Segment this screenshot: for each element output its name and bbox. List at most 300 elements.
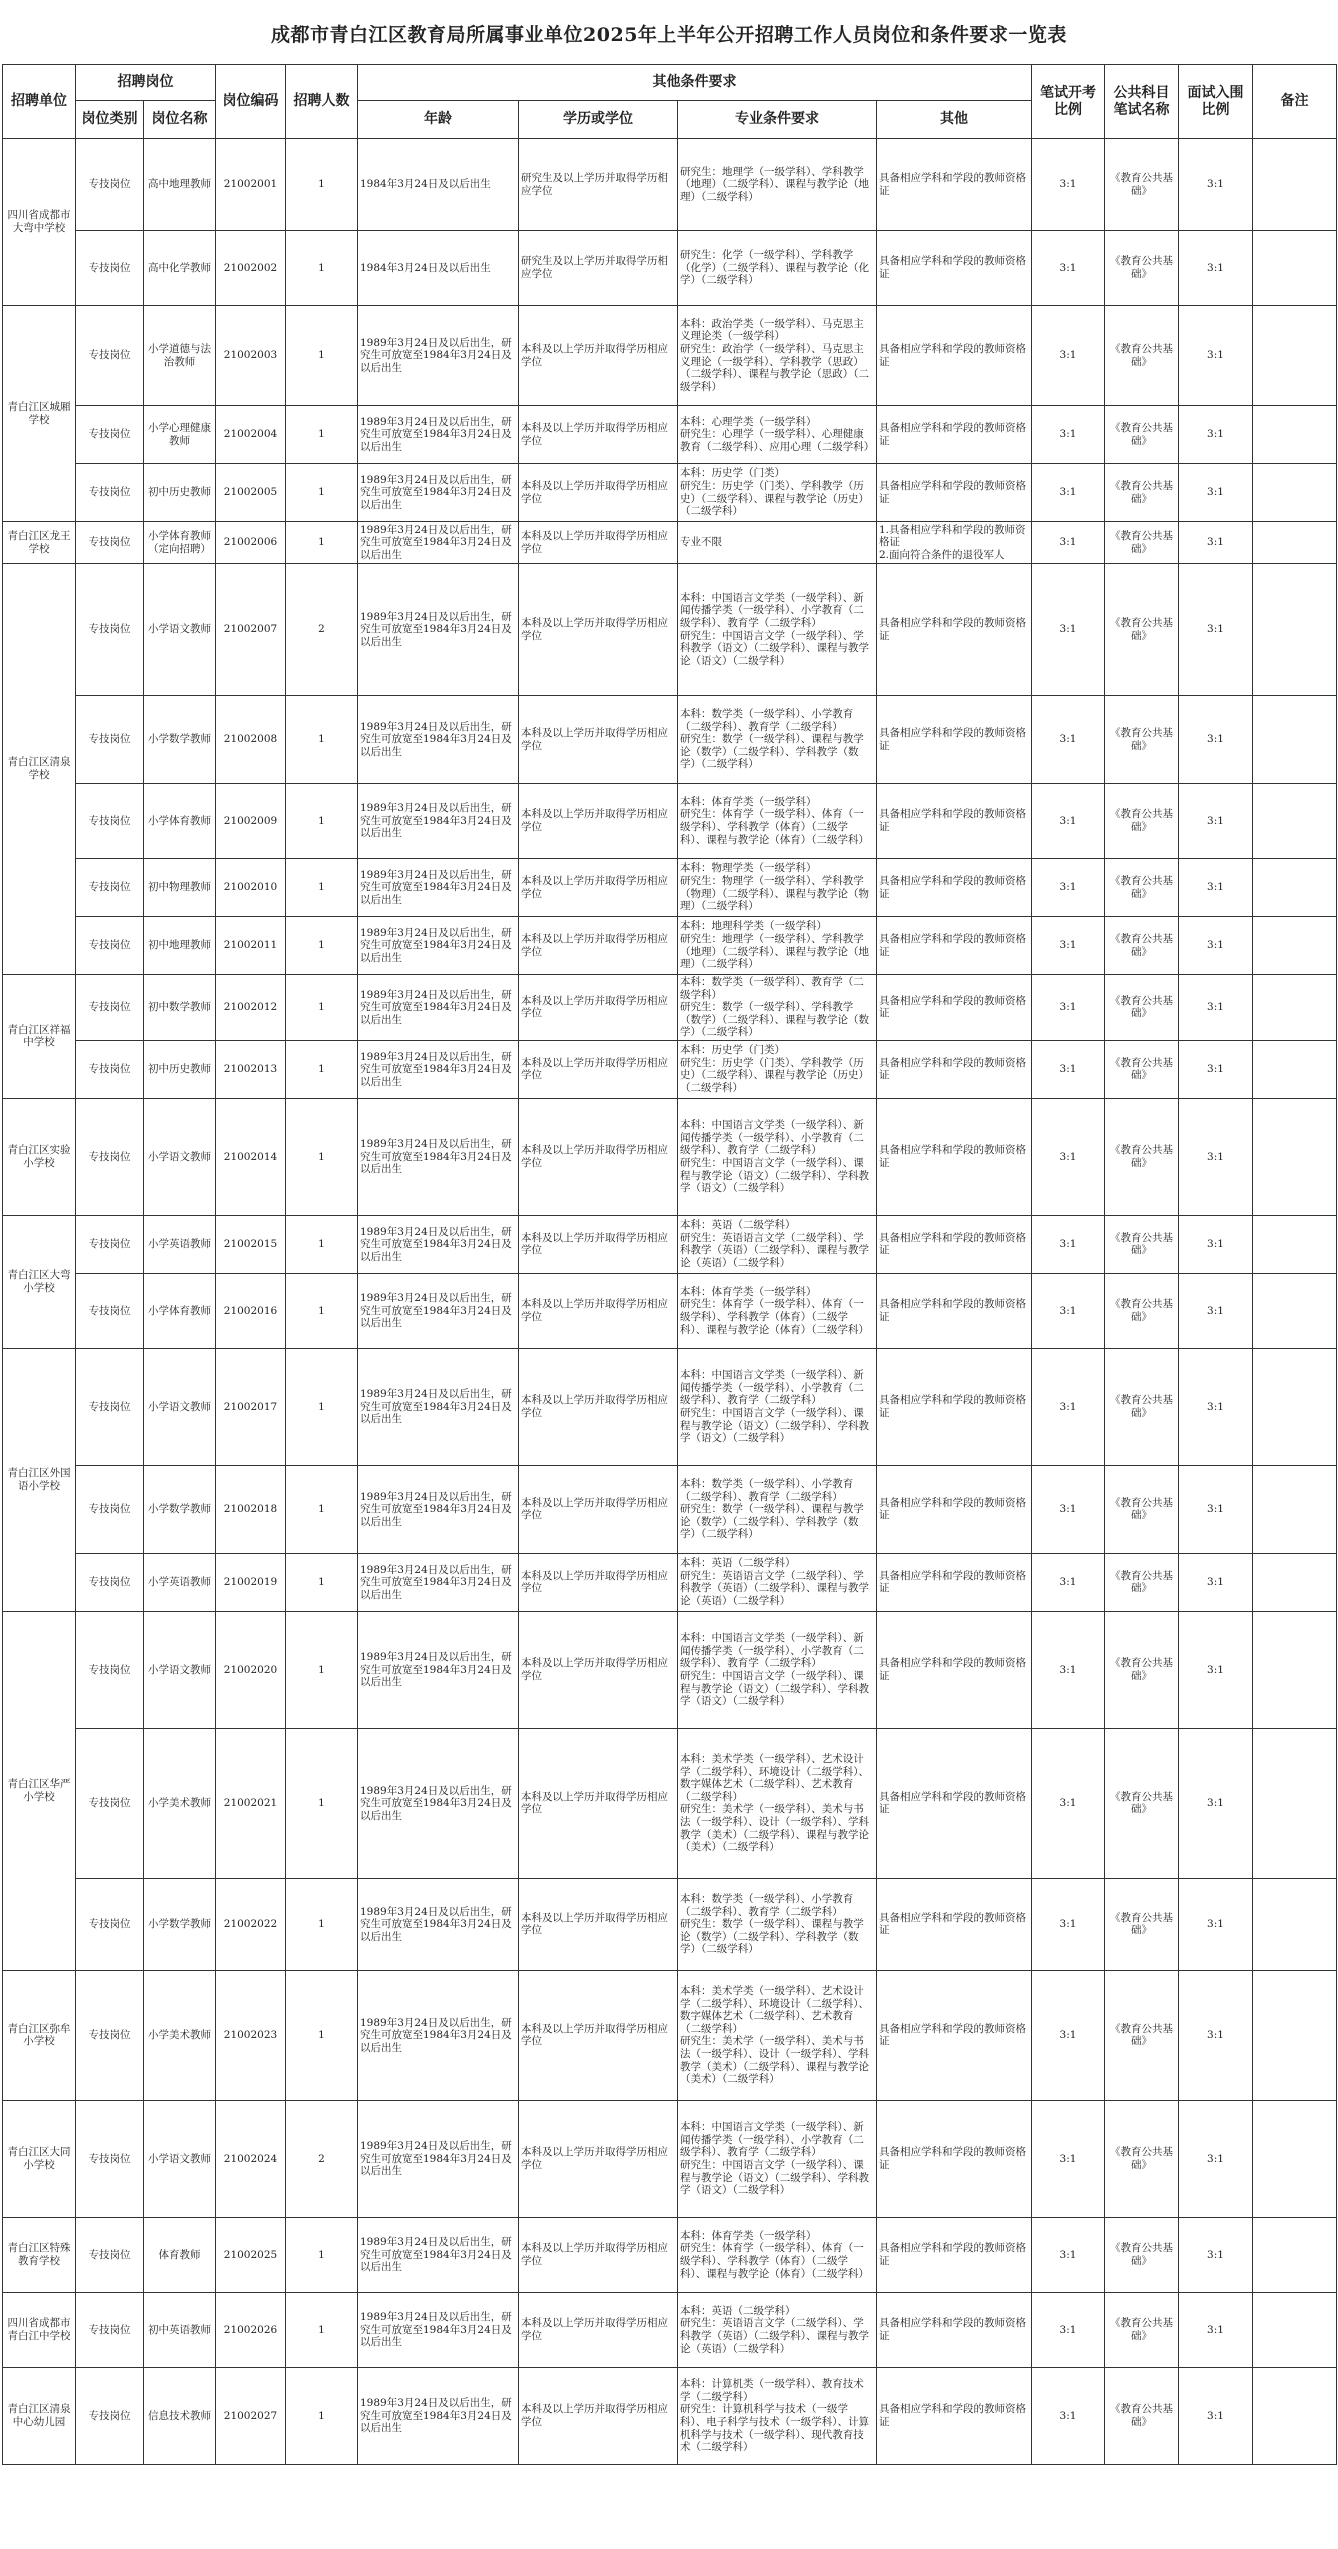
cell-subject: 《教育公共基础》 xyxy=(1105,2217,1179,2292)
cell-interview: 3:1 xyxy=(1179,1878,1253,1970)
cell-ratio: 3:1 xyxy=(1032,1465,1105,1553)
table-row xyxy=(3,231,1337,306)
cell-code: 21002026 xyxy=(216,2292,286,2367)
cell-count: 1 xyxy=(286,306,358,406)
cell-note xyxy=(1253,1878,1337,1970)
cell-count: 1 xyxy=(286,231,358,306)
cell-interview: 3:1 xyxy=(1179,1728,1253,1878)
cell-major: 本科：体育学类（一级学科） 研究生：体育学（一级学科）、体育（一级学科）、学科教学（体育）（二级学科）、课程与教学论（体育）（二级学科） xyxy=(678,2217,877,2292)
cell-count: 1 xyxy=(286,2367,358,2464)
cell-ratio: 3:1 xyxy=(1032,975,1105,1041)
document-title: 成都市青白江区教育局所属事业单位2025年上半年公开招聘工作人员岗位和条件要求一览表 xyxy=(271,24,1067,46)
cell-note xyxy=(1253,1553,1337,1611)
cell-name: 小学美术教师 xyxy=(144,1728,216,1878)
cell-code: 21002015 xyxy=(216,1215,286,1273)
cell-age: 1989年3月24日及以后出生，研究生可放宽至1984年3月24日及以后出生 xyxy=(358,564,519,696)
cell-age: 1989年3月24日及以后出生，研究生可放宽至1984年3月24日及以后出生 xyxy=(358,1098,519,1215)
cell-other: 具备相应学科和学段的教师资格证 xyxy=(877,231,1032,306)
cell-count: 1 xyxy=(286,1215,358,1273)
cell-name: 初中地理教师 xyxy=(144,917,216,975)
cell-edu: 本科及以上学历并取得学历相应学位 xyxy=(519,917,678,975)
cell-major: 本科：美术学类（一级学科）、艺术设计学（二级学科）、环境设计（二级学科）、数字媒体艺术（二级学科）、艺术教育（二级学科） 研究生：美术学（一级学科）、美术与书法（一级学科）、设计（一级学科）、学科教学（美术）（二级学科）、课程与教学论（美术）（二级学科） xyxy=(678,1728,877,1878)
cell-ratio: 3:1 xyxy=(1032,2217,1105,2292)
cell-note xyxy=(1253,1273,1337,1348)
cell-note xyxy=(1253,859,1337,917)
cell-interview: 3:1 xyxy=(1179,975,1253,1041)
cell-type: 专技岗位 xyxy=(76,2292,144,2367)
cell-name: 小学语文教师 xyxy=(144,1098,216,1215)
cell-other: 具备相应学科和学段的教师资格证 xyxy=(877,306,1032,406)
table-body xyxy=(3,139,1337,2465)
cell-major: 本科：物理学类（一级学科） 研究生：物理学（一级学科）、学科教学（物理）（二级学科）、课程与教学论（物理）（二级学科） xyxy=(678,859,877,917)
table-row xyxy=(3,2292,1337,2367)
cell-edu: 研究生及以上学历并取得学历相应学位 xyxy=(519,231,678,306)
header-post-type: 岗位类别 xyxy=(76,101,144,139)
cell-ratio: 3:1 xyxy=(1032,1728,1105,1878)
cell-other: 具备相应学科和学段的教师资格证 xyxy=(877,917,1032,975)
cell-ratio: 3:1 xyxy=(1032,522,1105,564)
cell-ratio: 3:1 xyxy=(1032,1273,1105,1348)
table-row xyxy=(3,859,1337,917)
cell-type: 专技岗位 xyxy=(76,1728,144,1878)
cell-name: 小学语文教师 xyxy=(144,564,216,696)
cell-ratio: 3:1 xyxy=(1032,1040,1105,1098)
cell-major: 本科：数学类（一级学科）、小学教育（二级学科）、教育学（二级学科） 研究生：数学（一级学科）、课程与教学论（数学）（二级学科）、学科教学（数学）（二级学科） xyxy=(678,1878,877,1970)
cell-type: 专技岗位 xyxy=(76,784,144,859)
table-row xyxy=(3,1728,1337,1878)
table-row xyxy=(3,1040,1337,1098)
cell-age: 1989年3月24日及以后出生，研究生可放宽至1984年3月24日及以后出生 xyxy=(358,1465,519,1553)
cell-code: 21002007 xyxy=(216,564,286,696)
cell-subject: 《教育公共基础》 xyxy=(1105,917,1179,975)
cell-type: 专技岗位 xyxy=(76,564,144,696)
header-code: 岗位编码 xyxy=(216,65,286,139)
cell-type: 专技岗位 xyxy=(76,522,144,564)
recruitment-table xyxy=(2,64,1337,2465)
cell-count: 1 xyxy=(286,139,358,231)
cell-type: 专技岗位 xyxy=(76,2100,144,2217)
cell-count: 2 xyxy=(286,2100,358,2217)
cell-note xyxy=(1253,1215,1337,1273)
cell-age: 1989年3月24日及以后出生，研究生可放宽至1984年3月24日及以后出生 xyxy=(358,917,519,975)
cell-interview: 3:1 xyxy=(1179,1040,1253,1098)
cell-type: 专技岗位 xyxy=(76,975,144,1041)
cell-name: 初中数学教师 xyxy=(144,975,216,1041)
cell-note xyxy=(1253,696,1337,784)
cell-interview: 3:1 xyxy=(1179,1611,1253,1728)
cell-ratio: 3:1 xyxy=(1032,306,1105,406)
cell-ratio: 3:1 xyxy=(1032,1348,1105,1465)
cell-type: 专技岗位 xyxy=(76,2217,144,2292)
cell-count: 2 xyxy=(286,564,358,696)
cell-interview: 3:1 xyxy=(1179,917,1253,975)
cell-type: 专技岗位 xyxy=(76,2367,144,2464)
cell-note xyxy=(1253,1040,1337,1098)
cell-other: 具备相应学科和学段的教师资格证 xyxy=(877,2292,1032,2367)
cell-ratio: 3:1 xyxy=(1032,784,1105,859)
cell-note xyxy=(1253,975,1337,1041)
cell-count: 1 xyxy=(286,975,358,1041)
cell-interview: 3:1 xyxy=(1179,1970,1253,2100)
cell-other: 具备相应学科和学段的教师资格证 xyxy=(877,1553,1032,1611)
cell-edu: 本科及以上学历并取得学历相应学位 xyxy=(519,1465,678,1553)
cell-count: 1 xyxy=(286,1098,358,1215)
cell-code: 21002020 xyxy=(216,1611,286,1728)
cell-interview: 3:1 xyxy=(1179,1553,1253,1611)
cell-major: 本科：英语（二级学科） 研究生：英语语言文学（二级学科）、学科教学（英语）（二级学科）、课程与教学论（英语）（二级学科） xyxy=(678,1215,877,1273)
cell-age: 1989年3月24日及以后出生，研究生可放宽至1984年3月24日及以后出生 xyxy=(358,1611,519,1728)
cell-age: 1989年3月24日及以后出生，研究生可放宽至1984年3月24日及以后出生 xyxy=(358,859,519,917)
cell-ratio: 3:1 xyxy=(1032,231,1105,306)
cell-subject: 《教育公共基础》 xyxy=(1105,1040,1179,1098)
cell-count: 1 xyxy=(286,1878,358,1970)
table-row xyxy=(3,1098,1337,1215)
cell-note xyxy=(1253,1728,1337,1878)
cell-code: 21002012 xyxy=(216,975,286,1041)
cell-subject: 《教育公共基础》 xyxy=(1105,1728,1179,1878)
cell-type: 专技岗位 xyxy=(76,1465,144,1553)
cell-name: 初中历史教师 xyxy=(144,1040,216,1098)
cell-subject: 《教育公共基础》 xyxy=(1105,1465,1179,1553)
cell-unit: 青白江区清泉学校 xyxy=(3,564,76,975)
cell-age: 1989年3月24日及以后出生，研究生可放宽至1984年3月24日及以后出生 xyxy=(358,306,519,406)
cell-age: 1989年3月24日及以后出生，研究生可放宽至1984年3月24日及以后出生 xyxy=(358,406,519,464)
cell-ratio: 3:1 xyxy=(1032,464,1105,522)
cell-name: 小学数学教师 xyxy=(144,696,216,784)
cell-note xyxy=(1253,1098,1337,1215)
cell-note xyxy=(1253,1970,1337,2100)
cell-count: 1 xyxy=(286,917,358,975)
cell-name: 初中物理教师 xyxy=(144,859,216,917)
cell-other: 具备相应学科和学段的教师资格证 xyxy=(877,1040,1032,1098)
cell-name: 小学语文教师 xyxy=(144,2100,216,2217)
cell-age: 1989年3月24日及以后出生，研究生可放宽至1984年3月24日及以后出生 xyxy=(358,1040,519,1098)
cell-edu: 本科及以上学历并取得学历相应学位 xyxy=(519,1348,678,1465)
cell-major: 本科：体育学类（一级学科） 研究生：体育学（一级学科）、体育（一级学科）、学科教学（体育）（二级学科）、课程与教学论（体育）（二级学科） xyxy=(678,784,877,859)
cell-code: 21002013 xyxy=(216,1040,286,1098)
cell-code: 21002025 xyxy=(216,2217,286,2292)
cell-name: 信息技术教师 xyxy=(144,2367,216,2464)
cell-age: 1989年3月24日及以后出生，研究生可放宽至1984年3月24日及以后出生 xyxy=(358,2292,519,2367)
cell-ratio: 3:1 xyxy=(1032,1553,1105,1611)
cell-name: 小学语文教师 xyxy=(144,1611,216,1728)
cell-other: 具备相应学科和学段的教师资格证 xyxy=(877,859,1032,917)
cell-edu: 本科及以上学历并取得学历相应学位 xyxy=(519,1098,678,1215)
cell-code: 21002011 xyxy=(216,917,286,975)
cell-unit: 青白江区清泉中心幼儿园 xyxy=(3,2367,76,2464)
cell-subject: 《教育公共基础》 xyxy=(1105,1273,1179,1348)
cell-major: 本科：数学类（一级学科）、小学教育（二级学科）、教育学（二级学科） 研究生：数学（一级学科）、课程与教学论（数学）（二级学科）、学科教学（数学）（二级学科） xyxy=(678,1465,877,1553)
cell-interview: 3:1 xyxy=(1179,1098,1253,1215)
cell-type: 专技岗位 xyxy=(76,1878,144,1970)
cell-edu: 本科及以上学历并取得学历相应学位 xyxy=(519,1878,678,1970)
cell-interview: 3:1 xyxy=(1179,696,1253,784)
table-row xyxy=(3,2367,1337,2464)
cell-major: 本科：数学类（一级学科）、小学教育（二级学科）、教育学（二级学科） 研究生：数学（一级学科）、课程与教学论（数学）（二级学科）、学科教学（数学）（二级学科） xyxy=(678,696,877,784)
cell-note xyxy=(1253,2100,1337,2217)
header-unit: 招聘单位 xyxy=(3,65,76,139)
cell-unit: 青白江区龙王学校 xyxy=(3,522,76,564)
cell-count: 1 xyxy=(286,1611,358,1728)
cell-code: 21002018 xyxy=(216,1465,286,1553)
cell-code: 21002009 xyxy=(216,784,286,859)
cell-edu: 本科及以上学历并取得学历相应学位 xyxy=(519,564,678,696)
cell-subject: 《教育公共基础》 xyxy=(1105,1878,1179,1970)
cell-major: 本科：历史学（门类） 研究生：历史学（门类）、学科教学（历史）（二级学科）、课程与教学论（历史）（二级学科） xyxy=(678,464,877,522)
cell-edu: 研究生及以上学历并取得学历相应学位 xyxy=(519,139,678,231)
cell-ratio: 3:1 xyxy=(1032,1098,1105,1215)
cell-subject: 《教育公共基础》 xyxy=(1105,406,1179,464)
cell-other: 具备相应学科和学段的教师资格证 xyxy=(877,1728,1032,1878)
cell-type: 专技岗位 xyxy=(76,1553,144,1611)
cell-code: 21002010 xyxy=(216,859,286,917)
cell-other: 具备相应学科和学段的教师资格证 xyxy=(877,406,1032,464)
cell-edu: 本科及以上学历并取得学历相应学位 xyxy=(519,522,678,564)
cell-code: 21002017 xyxy=(216,1348,286,1465)
cell-code: 21002006 xyxy=(216,522,286,564)
cell-code: 21002004 xyxy=(216,406,286,464)
cell-count: 1 xyxy=(286,1273,358,1348)
cell-name: 小学数学教师 xyxy=(144,1878,216,1970)
header-other-group: 其他条件要求 xyxy=(358,65,1032,101)
cell-interview: 3:1 xyxy=(1179,1215,1253,1273)
cell-other: 具备相应学科和学段的教师资格证 xyxy=(877,1970,1032,2100)
cell-count: 1 xyxy=(286,1553,358,1611)
cell-interview: 3:1 xyxy=(1179,464,1253,522)
cell-age: 1984年3月24日及以后出生 xyxy=(358,231,519,306)
cell-interview: 3:1 xyxy=(1179,859,1253,917)
table-row xyxy=(3,306,1337,406)
cell-interview: 3:1 xyxy=(1179,784,1253,859)
cell-type: 专技岗位 xyxy=(76,1348,144,1465)
cell-age: 1989年3月24日及以后出生，研究生可放宽至1984年3月24日及以后出生 xyxy=(358,1728,519,1878)
cell-interview: 3:1 xyxy=(1179,306,1253,406)
cell-type: 专技岗位 xyxy=(76,1040,144,1098)
header-interview: 面试入围比例 xyxy=(1179,65,1253,139)
cell-other: 具备相应学科和学段的教师资格证 xyxy=(877,1098,1032,1215)
cell-name: 初中英语教师 xyxy=(144,2292,216,2367)
cell-subject: 《教育公共基础》 xyxy=(1105,1553,1179,1611)
cell-interview: 3:1 xyxy=(1179,1273,1253,1348)
header-note: 备注 xyxy=(1253,65,1337,139)
cell-interview: 3:1 xyxy=(1179,1465,1253,1553)
cell-edu: 本科及以上学历并取得学历相应学位 xyxy=(519,784,678,859)
cell-ratio: 3:1 xyxy=(1032,406,1105,464)
cell-subject: 《教育公共基础》 xyxy=(1105,859,1179,917)
cell-edu: 本科及以上学历并取得学历相应学位 xyxy=(519,975,678,1041)
cell-count: 1 xyxy=(286,406,358,464)
cell-code: 21002021 xyxy=(216,1728,286,1878)
cell-code: 21002027 xyxy=(216,2367,286,2464)
cell-other: 具备相应学科和学段的教师资格证 xyxy=(877,139,1032,231)
cell-count: 1 xyxy=(286,784,358,859)
cell-age: 1989年3月24日及以后出生，研究生可放宽至1984年3月24日及以后出生 xyxy=(358,1970,519,2100)
cell-name: 初中历史教师 xyxy=(144,464,216,522)
cell-note xyxy=(1253,464,1337,522)
cell-edu: 本科及以上学历并取得学历相应学位 xyxy=(519,1215,678,1273)
cell-other: 具备相应学科和学段的教师资格证 xyxy=(877,1273,1032,1348)
cell-edu: 本科及以上学历并取得学历相应学位 xyxy=(519,859,678,917)
cell-name: 高中化学教师 xyxy=(144,231,216,306)
cell-ratio: 3:1 xyxy=(1032,859,1105,917)
cell-major: 本科：中国语言文学类（一级学科）、新闻传播学类（一级学科）、小学教育（二级学科）、教育学（二级学科） 研究生：中国语言文学（一级学科）、课程与教学论（语文）（二级学科）、学科教学（语文）（二级学科） xyxy=(678,1611,877,1728)
cell-major: 本科：中国语言文学类（一级学科）、新闻传播学类（一级学科）、小学教育（二级学科）、教育学（二级学科） 研究生：中国语言文学（一级学科）、课程与教学论（语文）（二级学科）、学科教学（语文）（二级学科） xyxy=(678,1098,877,1215)
cell-major: 本科：体育学类（一级学科） 研究生：体育学（一级学科）、体育（一级学科）、学科教学（体育）（二级学科）、课程与教学论（体育）（二级学科） xyxy=(678,1273,877,1348)
table-row xyxy=(3,1878,1337,1970)
cell-other: 具备相应学科和学段的教师资格证 xyxy=(877,696,1032,784)
cell-unit: 青白江区大同小学校 xyxy=(3,2100,76,2217)
cell-subject: 《教育公共基础》 xyxy=(1105,564,1179,696)
table-row xyxy=(3,2100,1337,2217)
cell-note xyxy=(1253,1611,1337,1728)
cell-type: 专技岗位 xyxy=(76,406,144,464)
cell-unit: 青白江区特殊教育学校 xyxy=(3,2217,76,2292)
table-row xyxy=(3,564,1337,696)
cell-count: 1 xyxy=(286,1465,358,1553)
cell-edu: 本科及以上学历并取得学历相应学位 xyxy=(519,2292,678,2367)
cell-type: 专技岗位 xyxy=(76,464,144,522)
cell-other: 具备相应学科和学段的教师资格证 xyxy=(877,1215,1032,1273)
cell-name: 小学英语教师 xyxy=(144,1553,216,1611)
cell-interview: 3:1 xyxy=(1179,231,1253,306)
cell-count: 1 xyxy=(286,696,358,784)
cell-edu: 本科及以上学历并取得学历相应学位 xyxy=(519,306,678,406)
table-row xyxy=(3,696,1337,784)
header-other: 其他 xyxy=(877,101,1032,139)
cell-note xyxy=(1253,917,1337,975)
cell-name: 体育教师 xyxy=(144,2217,216,2292)
cell-type: 专技岗位 xyxy=(76,1215,144,1273)
cell-count: 1 xyxy=(286,2217,358,2292)
cell-subject: 《教育公共基础》 xyxy=(1105,231,1179,306)
table-row xyxy=(3,917,1337,975)
cell-other: 具备相应学科和学段的教师资格证 xyxy=(877,2100,1032,2217)
cell-other: 具备相应学科和学段的教师资格证 xyxy=(877,564,1032,696)
cell-interview: 3:1 xyxy=(1179,2292,1253,2367)
cell-age: 1989年3月24日及以后出生，研究生可放宽至1984年3月24日及以后出生 xyxy=(358,1553,519,1611)
cell-subject: 《教育公共基础》 xyxy=(1105,696,1179,784)
table-row xyxy=(3,1970,1337,2100)
cell-edu: 本科及以上学历并取得学历相应学位 xyxy=(519,1611,678,1728)
table-row xyxy=(3,522,1337,564)
cell-subject: 《教育公共基础》 xyxy=(1105,464,1179,522)
cell-count: 1 xyxy=(286,464,358,522)
cell-other: 具备相应学科和学段的教师资格证 xyxy=(877,1348,1032,1465)
cell-other: 具备相应学科和学段的教师资格证 xyxy=(877,1878,1032,1970)
cell-unit: 青白江区外国语小学校 xyxy=(3,1348,76,1611)
cell-type: 专技岗位 xyxy=(76,1970,144,2100)
table-row xyxy=(3,406,1337,464)
cell-major: 本科：计算机类（一级学科）、教育技术学（二级学科） 研究生：计算机科学与技术（一级学科）、电子科学与技术（一级学科）、计算机科学与技术（一级学科）、现代教育技术（二级学科） xyxy=(678,2367,877,2464)
cell-edu: 本科及以上学历并取得学历相应学位 xyxy=(519,1970,678,2100)
cell-other: 1.具备相应学科和学段的教师资格证 2.面向符合条件的退役军人 xyxy=(877,522,1032,564)
cell-code: 21002019 xyxy=(216,1553,286,1611)
cell-major: 本科：数学类（一级学科）、教育学（二级学科） 研究生：数学（一级学科）、学科教学（数学）（二级学科）、课程与教学论（数学）（二级学科） xyxy=(678,975,877,1041)
cell-age: 1989年3月24日及以后出生，研究生可放宽至1984年3月24日及以后出生 xyxy=(358,464,519,522)
cell-subject: 《教育公共基础》 xyxy=(1105,2292,1179,2367)
cell-count: 1 xyxy=(286,859,358,917)
cell-edu: 本科及以上学历并取得学历相应学位 xyxy=(519,1553,678,1611)
cell-major: 本科：中国语言文学类（一级学科）、新闻传播学类（一级学科）、小学教育（二级学科）、教育学（二级学科） 研究生：中国语言文学（一级学科）、课程与教学论（语文）（二级学科）、学科教学（语文）（二级学科） xyxy=(678,1348,877,1465)
cell-other: 具备相应学科和学段的教师资格证 xyxy=(877,975,1032,1041)
cell-count: 1 xyxy=(286,1348,358,1465)
cell-major: 研究生：化学（一级学科）、学科教学（化学）（二级学科）、课程与教学论（化学）（二级学科） xyxy=(678,231,877,306)
cell-major: 本科：历史学（门类） 研究生：历史学（门类）、学科教学（历史）（二级学科）、课程与教学论（历史）（二级学科） xyxy=(678,1040,877,1098)
cell-age: 1989年3月24日及以后出生，研究生可放宽至1984年3月24日及以后出生 xyxy=(358,1878,519,1970)
cell-unit: 青白江区实验小学校 xyxy=(3,1098,76,1215)
cell-interview: 3:1 xyxy=(1179,564,1253,696)
cell-major: 本科：美术学类（一级学科）、艺术设计学（二级学科）、环境设计（二级学科）、数字媒体艺术（二级学科）、艺术教育（二级学科） 研究生：美术学（一级学科）、美术与书法（一级学科）、设计（一级学科）、学科教学（美术）（二级学科）、课程与教学论（美术）（二级学科） xyxy=(678,1970,877,2100)
table-row xyxy=(3,1465,1337,1553)
cell-other: 具备相应学科和学段的教师资格证 xyxy=(877,464,1032,522)
cell-type: 专技岗位 xyxy=(76,1098,144,1215)
cell-name: 小学心理健康教师 xyxy=(144,406,216,464)
cell-unit: 青白江区祥福中学校 xyxy=(3,975,76,1099)
cell-count: 1 xyxy=(286,2292,358,2367)
cell-edu: 本科及以上学历并取得学历相应学位 xyxy=(519,2100,678,2217)
cell-age: 1989年3月24日及以后出生，研究生可放宽至1984年3月24日及以后出生 xyxy=(358,522,519,564)
cell-age: 1989年3月24日及以后出生，研究生可放宽至1984年3月24日及以后出生 xyxy=(358,696,519,784)
cell-age: 1989年3月24日及以后出生，研究生可放宽至1984年3月24日及以后出生 xyxy=(358,2100,519,2217)
cell-age: 1989年3月24日及以后出生，研究生可放宽至1984年3月24日及以后出生 xyxy=(358,2217,519,2292)
cell-age: 1989年3月24日及以后出生，研究生可放宽至1984年3月24日及以后出生 xyxy=(358,975,519,1041)
cell-subject: 《教育公共基础》 xyxy=(1105,1611,1179,1728)
cell-unit: 四川省成都市青白江中学校 xyxy=(3,2292,76,2367)
cell-code: 21002016 xyxy=(216,1273,286,1348)
cell-name: 小学体育教师 xyxy=(144,784,216,859)
cell-type: 专技岗位 xyxy=(76,696,144,784)
cell-code: 21002024 xyxy=(216,2100,286,2217)
cell-other: 具备相应学科和学段的教师资格证 xyxy=(877,2217,1032,2292)
cell-subject: 《教育公共基础》 xyxy=(1105,1970,1179,2100)
cell-ratio: 3:1 xyxy=(1032,1970,1105,2100)
cell-count: 1 xyxy=(286,1970,358,2100)
cell-ratio: 3:1 xyxy=(1032,696,1105,784)
cell-type: 专技岗位 xyxy=(76,1611,144,1728)
cell-note xyxy=(1253,522,1337,564)
cell-note xyxy=(1253,2292,1337,2367)
cell-code: 21002022 xyxy=(216,1878,286,1970)
cell-subject: 《教育公共基础》 xyxy=(1105,784,1179,859)
cell-code: 21002014 xyxy=(216,1098,286,1215)
cell-interview: 3:1 xyxy=(1179,2100,1253,2217)
cell-edu: 本科及以上学历并取得学历相应学位 xyxy=(519,1040,678,1098)
cell-edu: 本科及以上学历并取得学历相应学位 xyxy=(519,1728,678,1878)
cell-other: 具备相应学科和学段的教师资格证 xyxy=(877,1611,1032,1728)
cell-unit: 四川省成都市大弯中学校 xyxy=(3,139,76,306)
cell-age: 1989年3月24日及以后出生，研究生可放宽至1984年3月24日及以后出生 xyxy=(358,2367,519,2464)
cell-major: 研究生：地理学（一级学科）、学科教学（地理）（二级学科）、课程与教学论（地理）（二级学科） xyxy=(678,139,877,231)
cell-note xyxy=(1253,1465,1337,1553)
cell-type: 专技岗位 xyxy=(76,231,144,306)
header-edu: 学历或学位 xyxy=(519,101,678,139)
cell-major: 本科：地理科学类（一级学科） 研究生：地理学（一级学科）、学科教学（地理）（二级学科）、课程与教学论（地理）（二级学科） xyxy=(678,917,877,975)
cell-type: 专技岗位 xyxy=(76,917,144,975)
cell-subject: 《教育公共基础》 xyxy=(1105,1348,1179,1465)
header-major: 专业条件要求 xyxy=(678,101,877,139)
cell-ratio: 3:1 xyxy=(1032,2100,1105,2217)
cell-age: 1989年3月24日及以后出生，研究生可放宽至1984年3月24日及以后出生 xyxy=(358,1348,519,1465)
header-age: 年龄 xyxy=(358,101,519,139)
cell-count: 1 xyxy=(286,1040,358,1098)
cell-note xyxy=(1253,2367,1337,2464)
table-row xyxy=(3,1215,1337,1273)
cell-note xyxy=(1253,2217,1337,2292)
cell-subject: 《教育公共基础》 xyxy=(1105,1098,1179,1215)
cell-subject: 《教育公共基础》 xyxy=(1105,2367,1179,2464)
cell-note xyxy=(1253,139,1337,231)
cell-code: 21002003 xyxy=(216,306,286,406)
